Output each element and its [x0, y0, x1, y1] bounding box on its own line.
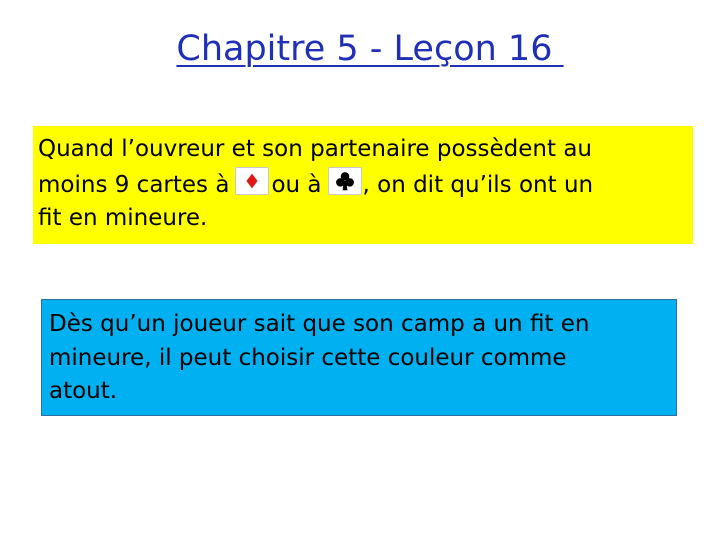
rule-box	[41, 299, 677, 416]
club-suit-icon	[328, 167, 362, 195]
definition-line-2-middle: ou à	[271, 171, 322, 198]
diamond-suit-icon	[235, 167, 269, 195]
definition-line-2	[38, 167, 693, 203]
slide-title: Chapitre 5 - Leçon 16	[176, 29, 564, 69]
definition-line-2-end: , on dit qu’ils ont un	[362, 171, 594, 198]
definition-line-3: fit en mineure.	[38, 205, 208, 231]
definition-box	[33, 126, 693, 244]
rule-line-1: Dès qu’un joueur sait que son camp a un fit en	[49, 311, 590, 337]
definition-line-1: Quand l’ouvreur et son partenaire possèdent au	[38, 136, 592, 162]
rule-line-3: atout.	[49, 378, 118, 404]
rule-line-2: mineure, il peut choisir cette couleur comme	[49, 344, 567, 371]
definition-line-2-start: moins 9 cartes à	[38, 171, 230, 198]
